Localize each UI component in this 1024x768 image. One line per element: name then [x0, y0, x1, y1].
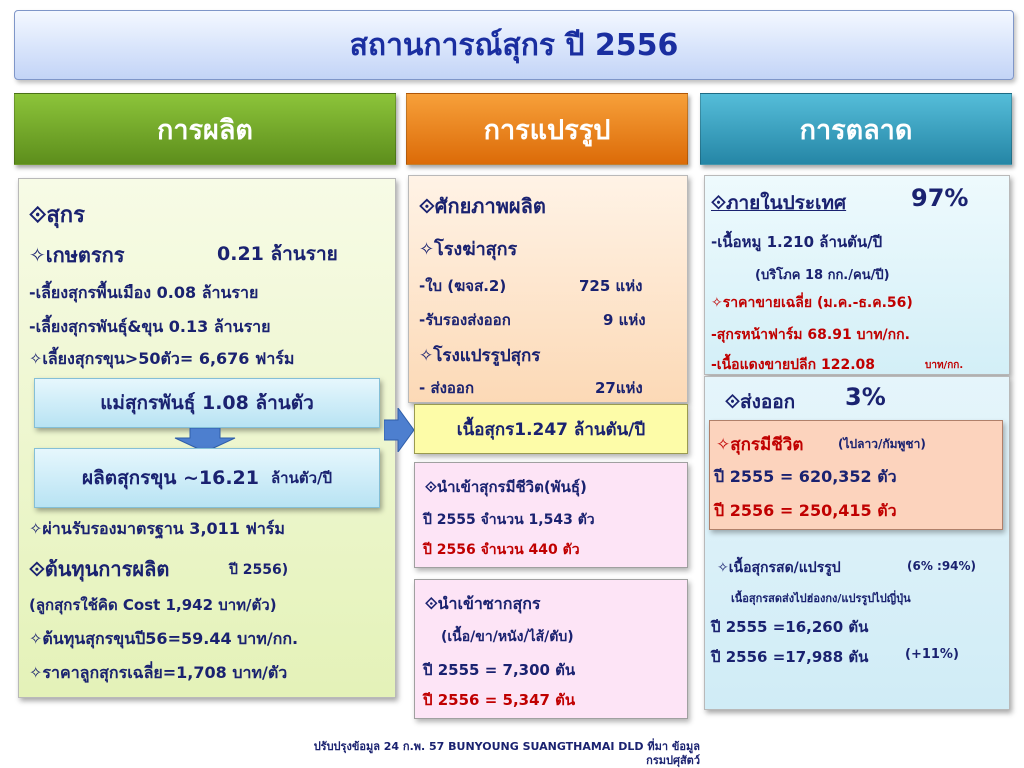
fresh-processed-2555: ปี 2555 =16,260 ตัน — [711, 618, 869, 636]
consumption-rate: (บริโภค 18 กก./คน/ปี) — [755, 268, 890, 283]
farm-gate-price: -สุกรหน้าฟาร์ม 68.91 บาท/กก. — [711, 327, 910, 343]
carcass-import-2555: ปี 2555 = 7,300 ตัน — [423, 661, 576, 679]
cost-heading: ⟐ต้นทุนการผลิต — [29, 557, 170, 581]
licensed-label: -ใบ (ฆจส.2) — [419, 277, 507, 295]
pig-heading: ⟐สุกร — [29, 203, 85, 228]
export-plant-label: - ส่งออก — [419, 379, 475, 397]
carcass-import-sub: (เนื้อ/ขา/หนัง/ไส้/ตับ) — [441, 629, 574, 645]
licensed-value: 725 แห่ง — [579, 277, 643, 295]
fattening-cost: ✧ต้นทุนสุกรขุนปี56=59.44 บาท/กก. — [29, 629, 299, 648]
live-export-box — [709, 420, 1003, 530]
domestic-heading: ⟐ภายในประเทศ — [711, 192, 847, 214]
cost-year: ปี 2556) — [229, 562, 289, 578]
certified-farms: ✧ผ่านรับรองมาตรฐาน 3,011 ฟาร์ม — [29, 519, 285, 538]
export-heading: ⟐ส่งออก — [725, 391, 796, 413]
retail-lean-unit: บาท/กก. — [925, 360, 964, 371]
piglet-cost: (ลูกสุกรใช้คิด Cost 1,942 บาท/ตัว) — [29, 596, 277, 614]
carcass-import-2556: ปี 2556 = 5,347 ตัน — [423, 691, 576, 709]
source-line-1: ปรับปรุงข้อมูล 24 ก.พ. 57 BUNYOUNG SUANGTHAMAI DLD ที่มา ข้อมูล — [313, 740, 700, 753]
pork-volume: -เนื้อหมู 1.210 ล้านตัน/ปี — [711, 233, 883, 251]
farmers-value: 0.21 ล้านราย — [217, 243, 338, 265]
source-line-2: กรมปศุสัตว์ — [646, 754, 700, 767]
slaughterhouse-heading: ✧โรงฆ่าสุกร — [419, 239, 518, 260]
farmers-label: ✧เกษตรกร — [29, 243, 125, 267]
fresh-processed-title: ✧เนื้อสุกรสด/แปรรูป — [717, 560, 841, 576]
processing-plant-heading: ✧โรงแปรรูปสุกร — [419, 346, 541, 366]
live-import-2556: ปี 2556 จำนวน 440 ตัว — [423, 542, 580, 558]
fresh-processed-destinations: เนื้อสุกรสดส่งไปฮ่องกง/แปรรูปไปญี่ปุ่น — [731, 592, 911, 605]
processing-panel — [408, 175, 688, 403]
retail-lean-price: -เนื้อแดงขายปลีก 122.08 — [711, 357, 876, 373]
live-export-destinations: (ไปลาว/กัมพูชา) — [838, 437, 926, 451]
carcass-import-title: ⟐นำเข้าซากสุกร — [425, 594, 541, 613]
breed-pig-farmers: -เลี้ยงสุกรพันธุ์&ขุน 0.13 ล้านราย — [29, 317, 271, 336]
header-processing: การแปรรูป — [406, 93, 688, 165]
carcass-import-box — [414, 579, 688, 719]
native-pig-farmers: -เลี้ยงสุกรพื้นเมือง 0.08 ล้านราย — [29, 283, 259, 302]
sow-count-callout: แม่สุกรพันธุ์ 1.08 ล้านตัว — [34, 378, 380, 428]
fattening-farms: ✧เลี้ยงสุกรขุน>50ตัว= 6,676 ฟาร์ม — [29, 349, 295, 368]
right-arrow-icon — [384, 408, 416, 452]
fresh-processed-growth: (+11%) — [905, 647, 959, 662]
live-import-title: ⟐นำเข้าสุกรมีชีวิต(พันธุ์) — [425, 478, 587, 496]
page-title: สถานการณ์สุกร ปี 2556 — [14, 10, 1014, 80]
domestic-panel — [704, 175, 1010, 375]
fattening-production-callout — [34, 448, 380, 508]
live-export-2555: ปี 2555 = 620,352 ตัว — [714, 467, 897, 486]
export-cert-label: -รับรองส่งออก — [419, 311, 511, 329]
live-import-2555: ปี 2555 จำนวน 1,543 ตัว — [423, 512, 595, 528]
export-percent: 3% — [845, 383, 886, 411]
live-export-2556: ปี 2556 = 250,415 ตัว — [714, 501, 897, 520]
fattening-production-unit: ล้านตัว/ปี — [270, 469, 333, 487]
header-market: การตลาด — [700, 93, 1012, 165]
live-import-box — [414, 462, 688, 568]
export-cert-value: 9 แห่ง — [603, 311, 646, 329]
fattening-production-value: ผลิตสุกรขุน ~16.21 — [81, 467, 259, 489]
fresh-processed-ratio: (6% :94%) — [907, 559, 977, 573]
piglet-price: ✧ราคาลูกสุกรเฉลี่ย=1,708 บาท/ตัว — [29, 663, 288, 682]
meat-production-box: เนื้อสุกร1.247 ล้านตัน/ปี — [414, 404, 688, 454]
domestic-percent: 97% — [911, 184, 969, 212]
header-production: การผลิต — [14, 93, 396, 165]
export-plant-value: 27แห่ง — [595, 379, 643, 397]
live-export-title: ✧สุกรมีชีวิต — [716, 435, 804, 455]
avg-price-heading: ✧ราคาขายเฉลี่ย (ม.ค.-ธ.ค.56) — [711, 295, 913, 311]
fresh-processed-2556: ปี 2556 =17,988 ตัน — [711, 648, 869, 666]
capacity-heading: ⟐ศักยภาพผลิต — [419, 194, 546, 218]
source-footer — [200, 740, 700, 768]
